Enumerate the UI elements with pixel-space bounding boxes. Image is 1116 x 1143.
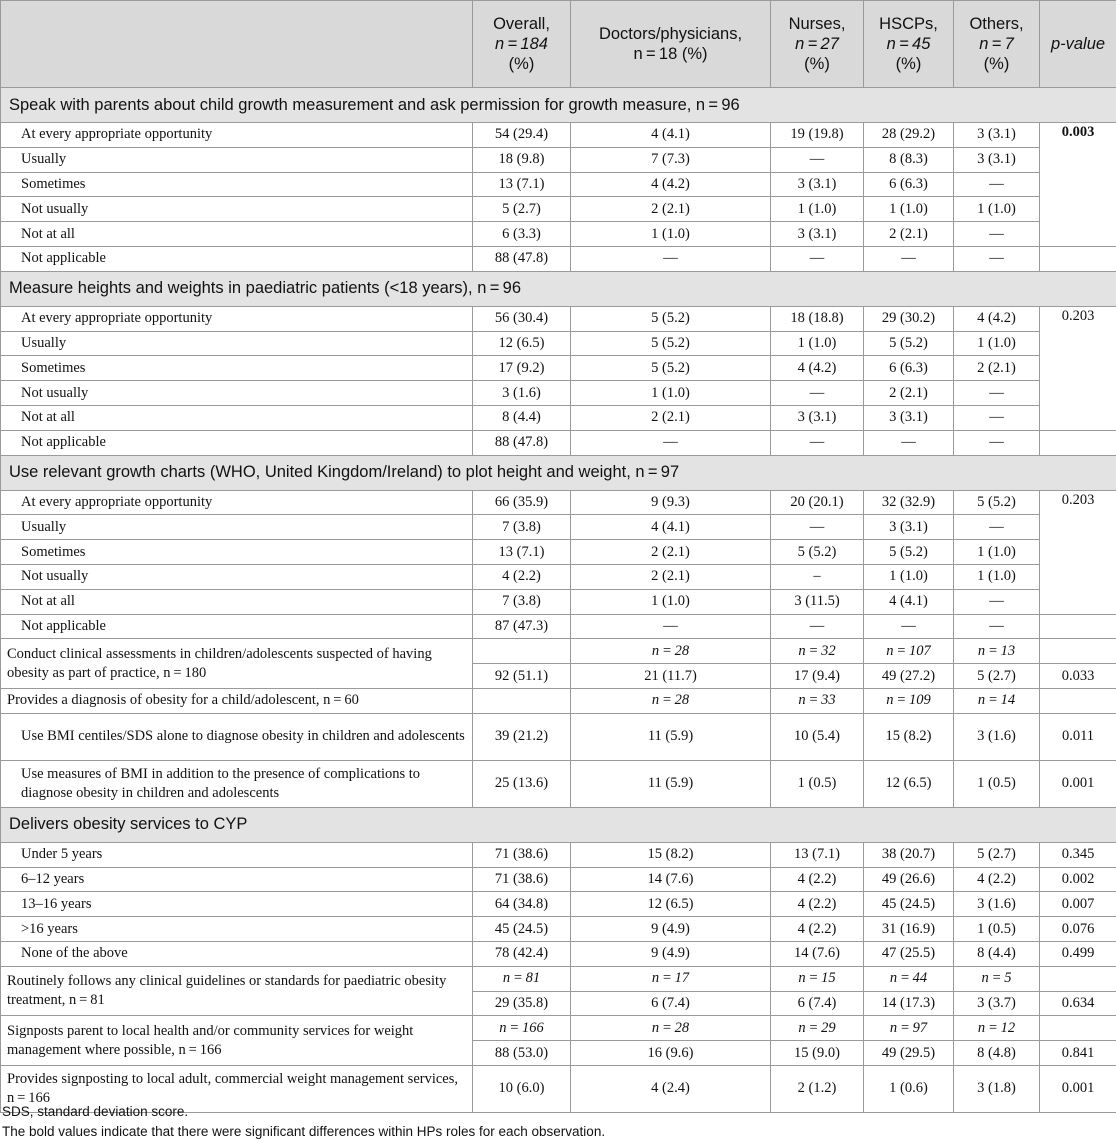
row-label: Not usually bbox=[1, 564, 473, 589]
section-title: Speak with parents about child growth measurement and ask permission for growth measure, n = 96 bbox=[1, 88, 1116, 123]
data-cell: 13 (7.1) bbox=[771, 842, 864, 867]
header-hscps bbox=[864, 1, 954, 88]
table-row bbox=[1, 842, 1116, 867]
data-cell: 2 (2.1) bbox=[864, 381, 954, 406]
data-cell: — bbox=[771, 515, 864, 540]
data-cell: 4 (2.2) bbox=[473, 564, 571, 589]
table-row bbox=[1, 356, 1116, 381]
header-overall bbox=[473, 1, 571, 88]
data-cell: 1 (0.5) bbox=[954, 760, 1040, 807]
data-cell: 18 (18.8) bbox=[771, 306, 864, 331]
row-label: At every appropriate opportunity bbox=[1, 123, 473, 148]
data-cell: 4 (2.2) bbox=[771, 892, 864, 917]
p-value-cell: 0.203 bbox=[1040, 306, 1116, 430]
n-cell: n = 13 bbox=[954, 639, 1040, 664]
data-cell: 49 (26.6) bbox=[864, 867, 954, 892]
p-value-cell bbox=[1040, 614, 1116, 639]
data-cell: — bbox=[954, 589, 1040, 614]
data-cell: — bbox=[954, 515, 1040, 540]
data-cell: 71 (38.6) bbox=[473, 867, 571, 892]
row-label: At every appropriate opportunity bbox=[1, 306, 473, 331]
p-value-cell bbox=[1040, 966, 1116, 991]
data-cell: 88 (47.8) bbox=[473, 246, 571, 271]
data-cell: 10 (5.4) bbox=[771, 713, 864, 760]
data-cell: 4 (4.1) bbox=[571, 123, 771, 148]
data-cell: 4 (4.1) bbox=[571, 515, 771, 540]
data-cell: 28 (29.2) bbox=[864, 123, 954, 148]
row-label: Conduct clinical assessments in children/adolescents suspected of having obesity as part of practice, n = 180 bbox=[1, 639, 473, 689]
row-label: Not at all bbox=[1, 222, 473, 247]
header-hscps-l2: n = 45 bbox=[886, 35, 931, 53]
section-title: Delivers obesity services to CYP bbox=[1, 807, 1116, 842]
table-row bbox=[1, 867, 1116, 892]
data-cell: 14 (17.3) bbox=[864, 991, 954, 1016]
data-cell: 15 (8.2) bbox=[864, 713, 954, 760]
data-cell: 16 (9.6) bbox=[571, 1041, 771, 1066]
p-value-cell bbox=[1040, 1016, 1116, 1041]
section-title: Measure heights and weights in paediatric patients (<18 years), n = 96 bbox=[1, 271, 1116, 306]
data-cell: 19 (19.8) bbox=[771, 123, 864, 148]
header-blank bbox=[1, 1, 473, 88]
data-cell: 4 (4.2) bbox=[771, 356, 864, 381]
table-row bbox=[1, 222, 1116, 247]
data-cell: 3 (1.6) bbox=[473, 381, 571, 406]
table-row bbox=[1, 1016, 1116, 1041]
p-value-cell: 0.001 bbox=[1040, 1065, 1116, 1112]
data-cell: 8 (8.3) bbox=[864, 147, 954, 172]
p-value-cell: 0.499 bbox=[1040, 941, 1116, 966]
data-cell: 3 (3.1) bbox=[771, 222, 864, 247]
data-cell: 21 (11.7) bbox=[571, 664, 771, 689]
table-row bbox=[1, 966, 1116, 991]
header-nurses-l3: (%) bbox=[804, 55, 830, 73]
n-cell bbox=[473, 639, 571, 664]
data-cell: 1 (1.0) bbox=[954, 564, 1040, 589]
header-overall-l1: Overall, bbox=[493, 15, 550, 33]
data-cell: 3 (3.1) bbox=[864, 405, 954, 430]
data-cell: 7 (3.8) bbox=[473, 589, 571, 614]
data-cell: 2 (2.1) bbox=[954, 356, 1040, 381]
data-cell: 17 (9.2) bbox=[473, 356, 571, 381]
p-value-cell: 0.634 bbox=[1040, 991, 1116, 1016]
data-cell: 1 (1.0) bbox=[771, 197, 864, 222]
data-cell: 6 (3.3) bbox=[473, 222, 571, 247]
data-cell: 5 (5.2) bbox=[571, 331, 771, 356]
table-row bbox=[1, 917, 1116, 942]
section-title: Use relevant growth charts (WHO, United Kingdom/Ireland) to plot height and weight, n = 97 bbox=[1, 455, 1116, 490]
table-row bbox=[1, 306, 1116, 331]
row-label: 13–16 years bbox=[1, 892, 473, 917]
n-cell: n = 97 bbox=[864, 1016, 954, 1041]
data-cell: 8 (4.4) bbox=[473, 405, 571, 430]
data-cell: 2 (2.1) bbox=[571, 540, 771, 565]
data-cell: 12 (6.5) bbox=[571, 892, 771, 917]
section-header-row bbox=[1, 88, 1116, 123]
data-cell: 11 (5.9) bbox=[571, 713, 771, 760]
row-label: Not at all bbox=[1, 405, 473, 430]
data-cell: 78 (42.4) bbox=[473, 941, 571, 966]
data-cell: 3 (11.5) bbox=[771, 589, 864, 614]
data-cell: 5 (5.2) bbox=[864, 331, 954, 356]
data-cell: — bbox=[864, 430, 954, 455]
data-cell: – bbox=[771, 564, 864, 589]
data-cell: 29 (30.2) bbox=[864, 306, 954, 331]
data-cell: 1 (1.0) bbox=[954, 197, 1040, 222]
header-others-l2: n = 7 bbox=[979, 35, 1014, 53]
data-cell: 1 (1.0) bbox=[864, 197, 954, 222]
table-row bbox=[1, 246, 1116, 271]
p-value-cell: 0.007 bbox=[1040, 892, 1116, 917]
data-cell: 32 (32.9) bbox=[864, 490, 954, 515]
data-cell: 2 (2.1) bbox=[571, 197, 771, 222]
data-cell: 9 (9.3) bbox=[571, 490, 771, 515]
n-cell: n = 12 bbox=[954, 1016, 1040, 1041]
table-row bbox=[1, 713, 1116, 760]
data-cell: 4 (4.1) bbox=[864, 589, 954, 614]
header-row bbox=[1, 1, 1116, 88]
data-cell: 54 (29.4) bbox=[473, 123, 571, 148]
data-cell: 1 (0.5) bbox=[954, 917, 1040, 942]
table-row bbox=[1, 639, 1116, 664]
table-row bbox=[1, 405, 1116, 430]
row-label: Signposts parent to local health and/or community services for weight management where possible, n = 166 bbox=[1, 1016, 473, 1066]
table-row bbox=[1, 760, 1116, 807]
data-cell: — bbox=[771, 147, 864, 172]
data-cell: — bbox=[771, 246, 864, 271]
data-cell: 88 (53.0) bbox=[473, 1041, 571, 1066]
row-label: Under 5 years bbox=[1, 842, 473, 867]
n-cell: n = 33 bbox=[771, 688, 864, 713]
data-cell: 39 (21.2) bbox=[473, 713, 571, 760]
header-nurses-l2: n = 27 bbox=[795, 35, 839, 53]
table-row bbox=[1, 941, 1116, 966]
data-cell: 71 (38.6) bbox=[473, 842, 571, 867]
data-cell: 6 (6.3) bbox=[864, 172, 954, 197]
data-cell: 17 (9.4) bbox=[771, 664, 864, 689]
p-value-cell: 0.076 bbox=[1040, 917, 1116, 942]
row-label: Usually bbox=[1, 331, 473, 356]
table-row bbox=[1, 892, 1116, 917]
header-doctors-l2: n = 18 (%) bbox=[633, 45, 708, 63]
data-cell: 5 (5.2) bbox=[864, 540, 954, 565]
data-cell: 4 (4.2) bbox=[954, 306, 1040, 331]
data-cell: 8 (4.4) bbox=[954, 941, 1040, 966]
table-row bbox=[1, 564, 1116, 589]
data-cell: — bbox=[771, 614, 864, 639]
data-cell: 2 (2.1) bbox=[571, 405, 771, 430]
data-cell: — bbox=[954, 222, 1040, 247]
n-cell: n = 28 bbox=[571, 639, 771, 664]
n-cell: n = 109 bbox=[864, 688, 954, 713]
data-cell: 6 (6.3) bbox=[864, 356, 954, 381]
data-cell: 3 (3.1) bbox=[954, 147, 1040, 172]
table-row bbox=[1, 515, 1116, 540]
data-cell: 2 (1.2) bbox=[771, 1065, 864, 1112]
data-cell: 1 (1.0) bbox=[571, 222, 771, 247]
data-cell: 4 (4.2) bbox=[571, 172, 771, 197]
table-row bbox=[1, 172, 1116, 197]
p-value-cell bbox=[1040, 688, 1116, 713]
data-cell: — bbox=[771, 430, 864, 455]
row-label: Provides signposting to local adult, commercial weight management services, n = 166 bbox=[1, 1065, 473, 1112]
data-cell: 5 (5.2) bbox=[571, 356, 771, 381]
data-cell: 56 (30.4) bbox=[473, 306, 571, 331]
data-cell: 13 (7.1) bbox=[473, 540, 571, 565]
data-cell: 25 (13.6) bbox=[473, 760, 571, 807]
data-cell: 3 (3.1) bbox=[954, 123, 1040, 148]
data-cell: 15 (9.0) bbox=[771, 1041, 864, 1066]
table-row bbox=[1, 688, 1116, 713]
data-cell: — bbox=[771, 381, 864, 406]
n-cell: n = 28 bbox=[571, 688, 771, 713]
n-cell: n = 44 bbox=[864, 966, 954, 991]
data-cell: 88 (47.8) bbox=[473, 430, 571, 455]
header-hscps-l3: (%) bbox=[895, 55, 922, 73]
data-cell: 66 (35.9) bbox=[473, 490, 571, 515]
data-cell: 38 (20.7) bbox=[864, 842, 954, 867]
row-label: Sometimes bbox=[1, 172, 473, 197]
data-cell: — bbox=[571, 246, 771, 271]
data-cell: 3 (3.1) bbox=[771, 405, 864, 430]
n-cell: n = 15 bbox=[771, 966, 864, 991]
table-row bbox=[1, 123, 1116, 148]
row-label: Provides a diagnosis of obesity for a child/adolescent, n = 60 bbox=[1, 688, 473, 713]
table-row bbox=[1, 540, 1116, 565]
footnote-sds: SDS, standard deviation score. bbox=[2, 1104, 189, 1119]
data-cell: 9 (4.9) bbox=[571, 917, 771, 942]
row-label: Sometimes bbox=[1, 356, 473, 381]
table-row bbox=[1, 490, 1116, 515]
header-others-l1: Others, bbox=[969, 15, 1024, 33]
data-cell: — bbox=[954, 381, 1040, 406]
table-row bbox=[1, 147, 1116, 172]
p-value-cell: 0.841 bbox=[1040, 1041, 1116, 1066]
row-label: Not applicable bbox=[1, 614, 473, 639]
header-others-l3: (%) bbox=[983, 55, 1010, 73]
p-value-cell: 0.002 bbox=[1040, 867, 1116, 892]
data-cell: 1 (1.0) bbox=[954, 331, 1040, 356]
data-cell: 1 (1.0) bbox=[571, 381, 771, 406]
n-cell: n = 28 bbox=[571, 1016, 771, 1041]
section-header-row bbox=[1, 455, 1116, 490]
data-cell: 7 (7.3) bbox=[571, 147, 771, 172]
data-cell: — bbox=[954, 430, 1040, 455]
data-cell: 31 (16.9) bbox=[864, 917, 954, 942]
data-cell: 5 (2.7) bbox=[473, 197, 571, 222]
data-cell: 29 (35.8) bbox=[473, 991, 571, 1016]
data-cell: 15 (8.2) bbox=[571, 842, 771, 867]
row-label: 6–12 years bbox=[1, 867, 473, 892]
data-cell: 5 (5.2) bbox=[771, 540, 864, 565]
p-value-cell bbox=[1040, 430, 1116, 455]
data-cell: 1 (0.5) bbox=[771, 760, 864, 807]
row-label: Sometimes bbox=[1, 540, 473, 565]
n-cell: n = 17 bbox=[571, 966, 771, 991]
data-cell: 14 (7.6) bbox=[571, 867, 771, 892]
header-doctors-l1: Doctors/physicians, bbox=[598, 25, 743, 43]
data-cell: 45 (24.5) bbox=[473, 917, 571, 942]
data-cell: — bbox=[954, 405, 1040, 430]
row-label: Use measures of BMI in addition to the presence of complications to diagnose obesity in children and adolescents bbox=[1, 760, 473, 807]
data-cell: 6 (7.4) bbox=[771, 991, 864, 1016]
data-cell: 45 (24.5) bbox=[864, 892, 954, 917]
data-cell: 5 (5.2) bbox=[571, 306, 771, 331]
footnote-bold: The bold values indicate that there were significant differences within HPs roles for each observation. bbox=[2, 1124, 606, 1139]
row-label: Not at all bbox=[1, 589, 473, 614]
row-label: Routinely follows any clinical guidelines or standards for paediatric obesity treatment, n = 81 bbox=[1, 966, 473, 1016]
table-body bbox=[1, 88, 1116, 1113]
data-cell: 3 (3.1) bbox=[771, 172, 864, 197]
data-cell: 14 (7.6) bbox=[771, 941, 864, 966]
row-label: Use BMI centiles/SDS alone to diagnose obesity in children and adolescents bbox=[1, 713, 473, 760]
n-cell: n = 166 bbox=[473, 1016, 571, 1041]
data-cell: 87 (47.3) bbox=[473, 614, 571, 639]
row-label: At every appropriate opportunity bbox=[1, 490, 473, 515]
p-value-cell: 0.203 bbox=[1040, 490, 1116, 614]
data-cell: 4 (2.2) bbox=[771, 917, 864, 942]
header-overall-l3: (%) bbox=[508, 55, 535, 73]
data-cell: 12 (6.5) bbox=[864, 760, 954, 807]
n-cell: n = 5 bbox=[954, 966, 1040, 991]
row-label: Usually bbox=[1, 147, 473, 172]
p-value-cell: 0.345 bbox=[1040, 842, 1116, 867]
data-cell: 4 (2.4) bbox=[571, 1065, 771, 1112]
data-cell: 5 (2.7) bbox=[954, 842, 1040, 867]
row-label: Not applicable bbox=[1, 246, 473, 271]
data-cell: 3 (1.8) bbox=[954, 1065, 1040, 1112]
n-cell: n = 14 bbox=[954, 688, 1040, 713]
row-label: None of the above bbox=[1, 941, 473, 966]
table-row bbox=[1, 430, 1116, 455]
row-label: Not usually bbox=[1, 197, 473, 222]
n-cell bbox=[473, 688, 571, 713]
row-label: Usually bbox=[1, 515, 473, 540]
row-label: Not usually bbox=[1, 381, 473, 406]
data-cell: 5 (2.7) bbox=[954, 664, 1040, 689]
table-row bbox=[1, 589, 1116, 614]
data-cell: 1 (1.0) bbox=[771, 331, 864, 356]
table-row bbox=[1, 381, 1116, 406]
data-cell: 1 (0.6) bbox=[864, 1065, 954, 1112]
data-cell: 3 (3.7) bbox=[954, 991, 1040, 1016]
n-cell: n = 81 bbox=[473, 966, 571, 991]
data-cell: 12 (6.5) bbox=[473, 331, 571, 356]
header-nurses bbox=[771, 1, 864, 88]
data-cell: — bbox=[864, 246, 954, 271]
section-header-row bbox=[1, 271, 1116, 306]
data-cell: 11 (5.9) bbox=[571, 760, 771, 807]
table-row bbox=[1, 197, 1116, 222]
data-cell: 10 (6.0) bbox=[473, 1065, 571, 1112]
data-cell: 49 (29.5) bbox=[864, 1041, 954, 1066]
p-value-cell: 0.033 bbox=[1040, 664, 1116, 689]
data-cell: 1 (1.0) bbox=[954, 540, 1040, 565]
data-cell: — bbox=[954, 172, 1040, 197]
p-value-cell: 0.011 bbox=[1040, 713, 1116, 760]
section-header-row bbox=[1, 807, 1116, 842]
n-cell: n = 29 bbox=[771, 1016, 864, 1041]
data-cell: 20 (20.1) bbox=[771, 490, 864, 515]
data-cell: 92 (51.1) bbox=[473, 664, 571, 689]
data-cell: 8 (4.8) bbox=[954, 1041, 1040, 1066]
row-label: Not applicable bbox=[1, 430, 473, 455]
data-cell: 47 (25.5) bbox=[864, 941, 954, 966]
data-cell: — bbox=[954, 614, 1040, 639]
data-cell: 3 (1.6) bbox=[954, 713, 1040, 760]
n-cell: n = 107 bbox=[864, 639, 954, 664]
data-cell: 1 (1.0) bbox=[571, 589, 771, 614]
data-cell: — bbox=[571, 430, 771, 455]
n-cell: n = 32 bbox=[771, 639, 864, 664]
data-cell: 4 (2.2) bbox=[771, 867, 864, 892]
footnotes bbox=[2, 1102, 605, 1142]
header-pvalue: p-value bbox=[1040, 1, 1116, 88]
header-overall-l2: n = 184 bbox=[495, 35, 548, 53]
data-cell: 64 (34.8) bbox=[473, 892, 571, 917]
header-nurses-l1: Nurses, bbox=[788, 15, 846, 33]
data-cell: 9 (4.9) bbox=[571, 941, 771, 966]
data-cell: 13 (7.1) bbox=[473, 172, 571, 197]
data-cell: — bbox=[864, 614, 954, 639]
p-value-cell: 0.001 bbox=[1040, 760, 1116, 807]
p-value-cell bbox=[1040, 639, 1116, 664]
header-doctors bbox=[571, 1, 771, 88]
data-cell: 6 (7.4) bbox=[571, 991, 771, 1016]
row-label: >16 years bbox=[1, 917, 473, 942]
data-cell: 1 (1.0) bbox=[864, 564, 954, 589]
header-hscps-l1: HSCPs, bbox=[879, 15, 938, 33]
data-cell: 18 (9.8) bbox=[473, 147, 571, 172]
table-row bbox=[1, 614, 1116, 639]
header-others bbox=[954, 1, 1040, 88]
data-cell: — bbox=[571, 614, 771, 639]
data-cell: 3 (1.6) bbox=[954, 892, 1040, 917]
data-cell: 2 (2.1) bbox=[571, 564, 771, 589]
data-cell: — bbox=[954, 246, 1040, 271]
data-cell: 3 (3.1) bbox=[864, 515, 954, 540]
data-cell: 7 (3.8) bbox=[473, 515, 571, 540]
data-cell: 49 (27.2) bbox=[864, 664, 954, 689]
data-cell: 4 (2.2) bbox=[954, 867, 1040, 892]
table-row bbox=[1, 331, 1116, 356]
p-value-cell: 0.003 bbox=[1040, 123, 1116, 247]
data-cell: 2 (2.1) bbox=[864, 222, 954, 247]
data-cell: 5 (5.2) bbox=[954, 490, 1040, 515]
p-value-cell bbox=[1040, 246, 1116, 271]
